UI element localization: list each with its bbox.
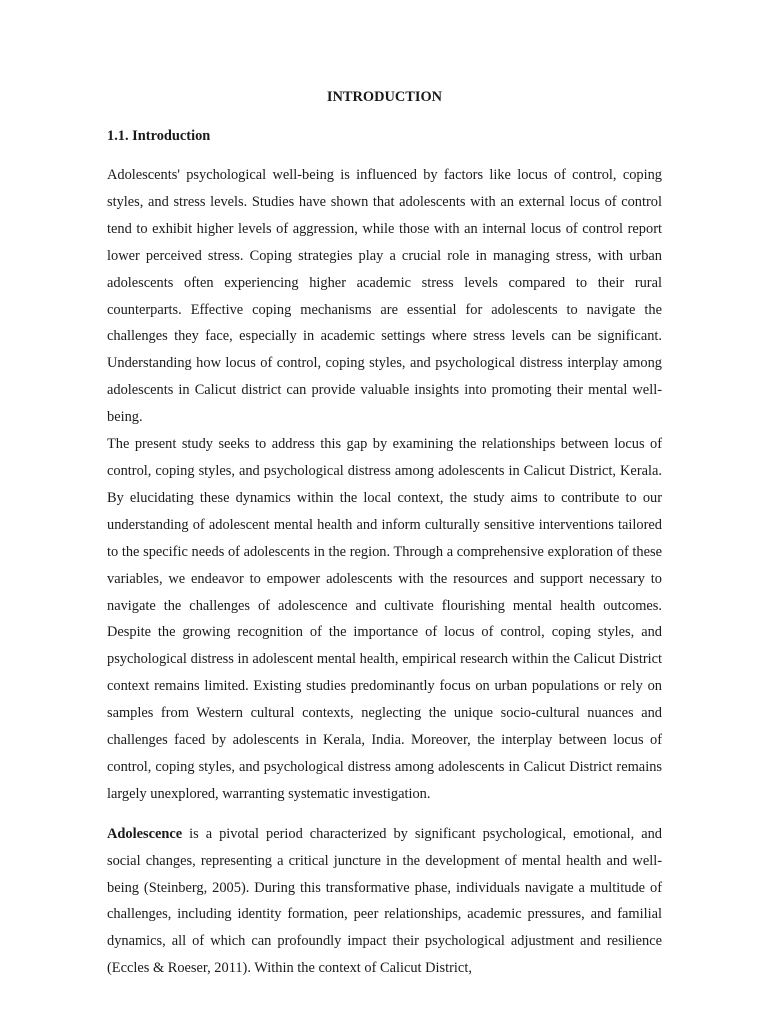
- paragraph-2: The present study seeks to address this gap by examining the relationships between locus of control, coping styles, and psychological distress among adolescents in Calicut District, Kerala. By elucidating these dynamics within the local context, the study aims to contribute to our understanding of adolescent mental health and inform culturally sensitive interventions tailored to the specific needs of adolescents in the region. Through a comprehensive exploration of these variables, we endeavor to empower adolescents with the resources and support necessary to navigate the challenges of adolescence and cultivate flourishing mental health outcomes. Despite the growing recognition of the importance of locus of control, coping styles, and psychological distress in adolescent mental health, empirical research within the Calicut District context remains limited. Existing studies predominantly focus on urban populations or rely on samples from Western cultural contexts, neglecting the unique socio-cultural nuances and challenges faced by adolescents in Kerala, India. Moreover, the interplay between locus of control, coping styles, and psychological distress among adolescents in Calicut District remains largely unexplored, warranting systematic investigation.: [107, 436, 662, 802]
- paragraph-3-bold-term: Adolescence: [107, 825, 183, 842]
- paragraph-1: Adolescents' psychological well-being is influenced by factors like locus of control, coping styles, and stress levels. Studies have shown that adolescents with an external locus of control tend to exhibit higher levels of aggression, while those with an internal locus of control report lower perceived stress. Coping strategies play a crucial role in managing stress, with urban adolescents often experiencing higher academic stress levels compared to their rural counterparts. Effective coping mechanisms are essential for adolescents to navigate the challenges they face, especially in academic settings where stress levels can be significant. Understanding how locus of control, coping styles, and psychological distress interplay among adolescents in Calicut district can provide valuable insights into promoting their mental well-being.: [107, 167, 662, 426]
- document-page: [107, 84, 662, 982]
- page-title: INTRODUCTION: [326, 89, 443, 105]
- section-heading: 1.1. Introduction: [107, 128, 211, 144]
- paragraph-3-text: is a pivotal period characterized by significant psychological, emotional, and social changes, representing a critical juncture in the development of mental health and well-being (Steinberg, 2005). During this transformative phase, individuals navigate a multitude of challenges, including identity formation, peer relationships, academic pressures, and familial dynamics, all of which can profoundly impact their psychological adjustment and resilience (Eccles & Roeser, 2011). Within the context of Calicut District,: [107, 825, 662, 977]
- paragraph-3: [107, 821, 662, 982]
